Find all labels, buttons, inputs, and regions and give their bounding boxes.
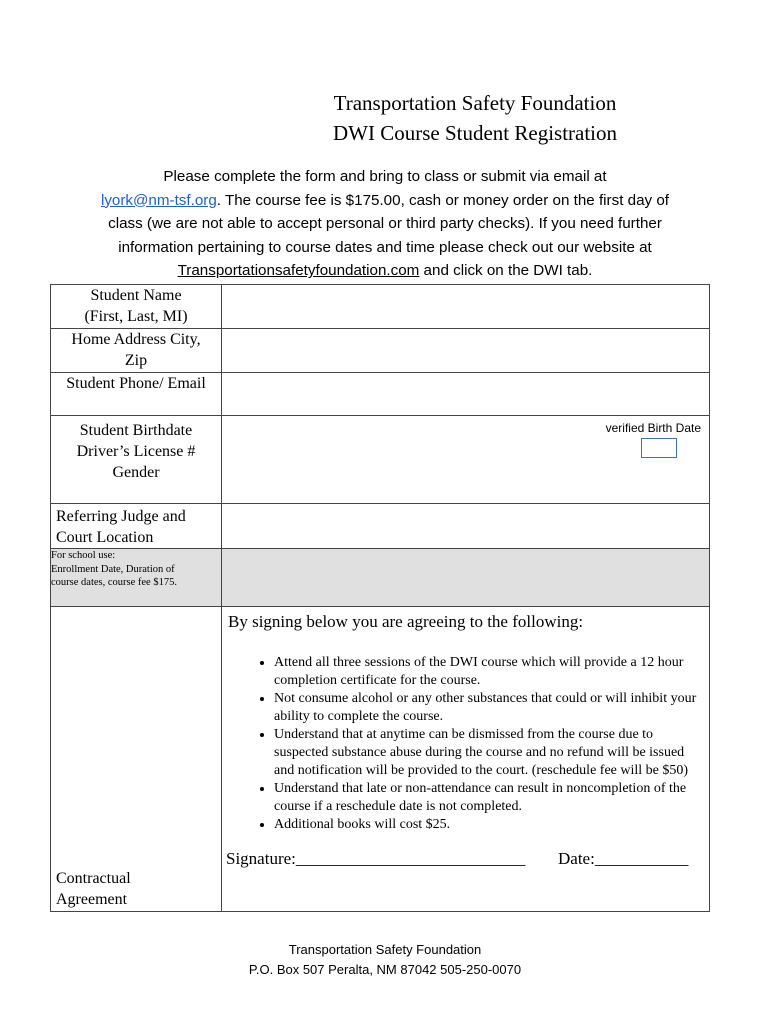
row-home-address [51,329,710,373]
license-label: Driver’s License # [76,443,196,460]
verified-birthdate-label: verified Birth Date [605,421,701,435]
intro-text-start: Please complete the form and bring to class or submit via email at [163,168,607,185]
agreement-cell [222,607,710,912]
intro-text-end: and click on the DWI tab. [419,262,593,280]
website-link[interactable]: Transportationsafetyfoundation.com [177,262,420,280]
registration-table [50,284,710,912]
contractual-label: Contractual [56,870,131,887]
label-school-use [51,549,222,607]
home-address-label: Home Address City, [71,331,201,348]
phone-email-label: Student Phone/ Email [66,375,206,392]
footer [0,940,770,980]
gender-label: Gender [112,464,160,481]
row-school-use [51,549,710,607]
intro-text-middle: . The course fee is $175.00, cash or money order on the first day of class (we are not able to accept personal or third party checks). If you need further information pertaining to course dates and time please check out our website at [108,191,670,256]
agreement-item: • Not consume alcohol or any other substances that could or will inhibit your ability to complete the course. [274,690,709,726]
row-birthdate [51,416,710,504]
label-home-address [51,329,222,373]
home-address-sublabel: Zip [124,352,148,369]
student-name-label: Student Name [90,287,182,304]
student-name-sublabel: (First, Last, MI) [84,308,188,325]
birthdate-field[interactable] [222,416,710,504]
agreement-heading: By signing below you are agreeing to the following: [228,612,584,631]
footer-org: Transportation Safety Foundation [288,942,482,957]
signature-field[interactable]: Signature:___________________________ [226,849,526,868]
home-address-field[interactable] [222,329,710,373]
birthdate-label: Student Birthdate [79,422,193,439]
agreement-item: • Additional books will cost $25. [274,816,709,834]
referring-judge-label: Referring Judge and [56,508,186,525]
org-title: Transportation Safety Foundation [333,91,617,115]
footer-address: P.O. Box 507 Peralta, NM 87042 505-250-0070 [248,962,522,977]
phone-email-field[interactable] [222,373,710,416]
intro-paragraph [95,165,675,283]
row-student-name [51,285,710,329]
school-use-line-3: course dates, course fee $175. [51,577,177,588]
label-referring-judge [51,504,222,549]
form-title: DWI Course Student Registration [332,121,618,145]
label-phone-email [51,373,222,416]
row-phone-email [51,373,710,416]
school-use-line-1: For school use: [51,550,116,561]
referring-judge-field[interactable] [222,504,710,549]
school-use-line-2: Enrollment Date, Duration of [51,563,175,575]
document-header [0,88,770,148]
agreement-list [222,654,709,834]
signature-row [222,849,709,869]
email-link[interactable]: lyork@nm-tsf.org [100,191,217,209]
agreement-item: • Understand that late or non-attendance can result in noncompletion of the course if a reschedule date is not completed. [274,780,709,816]
agreement-item: • Attend all three sessions of the DWI course which will provide a 12 hour completion certificate for the course. [274,654,709,690]
row-contractual-agreement [51,607,710,912]
school-use-field [222,549,710,607]
agreement-item: • Understand that at anytime can be dismissed from the course due to suspected substance abuse during the course and no refund will be issued and notification will be provided to the court. (reschedule fee will be $50) [274,726,709,780]
row-referring-judge [51,504,710,549]
agreement-label: Agreement [56,891,128,908]
student-name-field[interactable] [222,285,710,329]
label-student-name [51,285,222,329]
court-location-label: Court Location [56,529,154,546]
label-birthdate [51,416,222,504]
date-field[interactable]: Date:___________ [558,849,689,868]
verified-birthdate-checkbox[interactable] [641,438,677,458]
label-contractual [51,607,222,912]
